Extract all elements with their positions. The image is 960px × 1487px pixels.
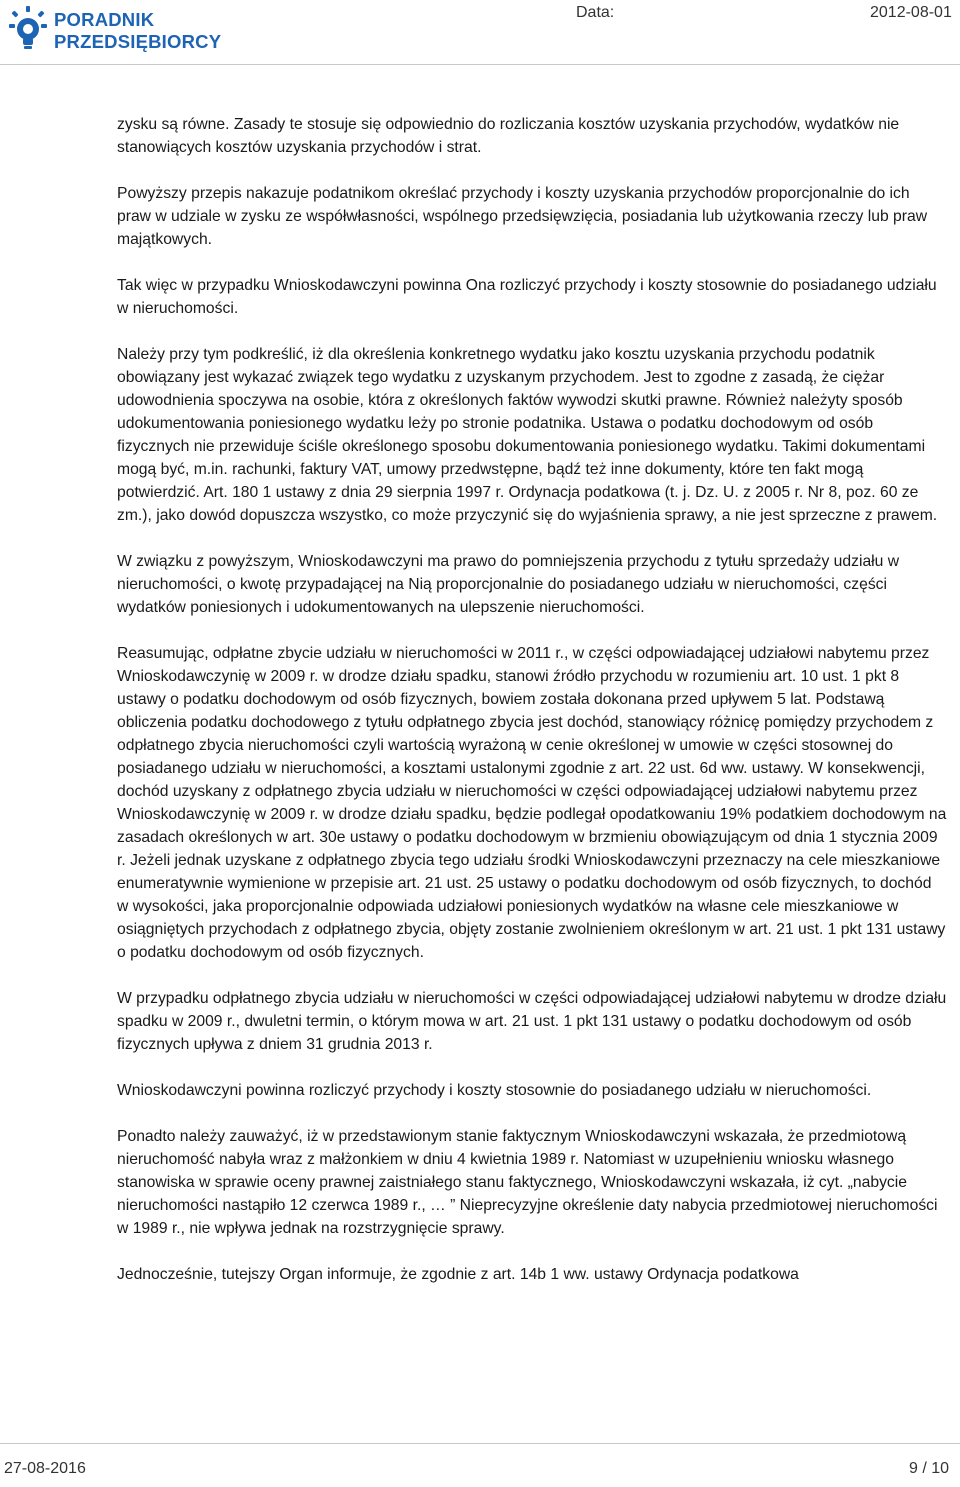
logo-line-1: PORADNIK xyxy=(54,9,155,30)
document-body xyxy=(117,113,947,1309)
paragraph: Reasumując, odpłatne zbycie udziału w nieruchomości w 2011 r., w części odpowiadającej udziałowi nabytemu przez Wnioskodawczynię w 2009 r. w drodze działu spadku, stanowi źródło przychodu w rozumieniu art. 10 ust. 1 pkt 8 ustawy o podatku dochodowym od osób fizycznych, bowiem została dokonana przed upływem 5 lat. Podstawą obliczenia podatku dochodowego z tytułu odpłatnego zbycia jest dochód, stanowiący różnicę pomiędzy przychodem z odpłatnego zbycia nieruchomości czyli wartością wyrażoną w cenie określonej w umowie w części stosownej do posiadanego udziału w nieruchomości, a kosztami ustalonymi zgodnie z art. 22 ust. 6d ww. ustawy. W konsekwencji, dochód uzyskany z odpłatnego zbycia udziału w nieruchomości w części odpowiadającej udziałowi nabytemu przez Wnioskodawczynię w 2009 r. w drodze działu spadku, będzie podlegał opodatkowaniu 19% podatkiem dochodowym na zasadach określonych w art. 30e ustawy o podatku dochodowym w brzmieniu obowiązującym od dnia 1 stycznia 2009 r. Jeżeli jednak uzyskane z odpłatnego zbycia tego udziału środki Wnioskodawczyni przeznaczy na cele mieszkaniowe enumeratywnie wymienione w przepisie art. 21 ust. 25 ustawy o podatku dochodowym od osób fizycznych, to dochód w wysokości, jaka proporcjonalnie odpowiada udziałowi poniesionych wydatków na własne cele mieszkaniowe w osiągniętych przychodach z odpłatnego zbycia, objęty zostanie zwolnieniem określonym w art. 21 ust. 1 pkt 131 ustawy o podatku dochodowym od osób fizycznych. xyxy=(117,645,947,961)
paragraph: Ponadto należy zauważyć, iż w przedstawionym stanie faktycznym Wnioskodawczyni wskazała, że przedmiotową nieruchomość nabyła wraz z małżonkiem w dniu 4 kwietnia 1989 r. Natomiast w uzupełnieniu wniosku własnego stanowiska w sprawie oceny prawnej zaistniałego stanu faktycznego, Wnioskodawczyni wskazała, iż cyt. „nabycie nieruchomości nastąpiło 12 czerwca 1989 r., … ” Nieprecyzyjne określenie daty nabycia przedmiotowej nieruchomości w 1989 r., nie wpływa jednak na rozstrzygnięcie sprawy. xyxy=(117,1128,938,1237)
date-value: 2012-08-01 xyxy=(870,4,952,21)
paragraph: Należy przy tym podkreślić, iż dla określenia konkretnego wydatku jako kosztu uzyskania przychodu podatnik obowiązany jest wykazać związek tego wydatku z uzyskanym przychodem. Jest to zgodne z zasadą, że ciężar udowodnienia spoczywa na osobie, która z określonych faktów wywodzi skutki prawne. Również należyty sposób udokumentowania poniesionego wydatku leży po stronie podatnika. Ustawa o podatku dochodowym od osób fizycznych nie przewiduje ściśle określonego sposobu dokumentowania poniesionego wydatku. Takimi dokumentami mogą być, m.in. rachunki, faktury VAT, umowy przedwstępne, bądź też inne dokumenty, które ten fakt mogą potwierdzić. Art. 180 1 ustawy z dnia 29 sierpnia 1997 r. Ordynacja podatkowa (t. j. Dz. U. z 2005 r. Nr 8, poz. 60 ze zm.), jako dowód dopuszcza wszystko, co może przyczynić się do wyjaśnienia sprawy, a nie jest sprzeczne z prawem. xyxy=(117,346,938,524)
paragraph: W przypadku odpłatnego zbycia udziału w nieruchomości w części odpowiadającej udziałowi nabytemu w drodze działu spadku w 2009 r., dwuletni termin, o którym mowa w art. 21 ust. 1 pkt 131 ustawy o podatku dochodowym od osób fizycznych upływa z dniem 31 grudnia 2013 r. xyxy=(117,990,947,1053)
paragraph: Jednocześnie, tutejszy Organ informuje, że zgodnie z art. 14b 1 ww. ustawy Ordynacja podatkowa xyxy=(117,1266,799,1283)
page-header xyxy=(0,0,960,60)
page-number: 9 / 10 xyxy=(909,1460,950,1477)
logo-line-2: PRZEDSIĘBIORCY xyxy=(54,31,222,52)
date-label: Data: xyxy=(576,4,615,21)
paragraph: Tak więc w przypadku Wnioskodawczyni powinna Ona rozliczyć przychody i koszty stosownie do posiadanego udziału w nieruchomości. xyxy=(117,277,937,317)
logo xyxy=(8,5,238,55)
header-divider xyxy=(0,64,960,65)
lightbulb-icon xyxy=(8,5,48,53)
footer-divider xyxy=(0,1443,960,1444)
paragraph: Wnioskodawczyni powinna rozliczyć przychody i koszty stosownie do posiadanego udziału w nieruchomości. xyxy=(117,1082,872,1099)
paragraph: W związku z powyższym, Wnioskodawczyni ma prawo do pomniejszenia przychodu z tytułu sprzedaży udziału w nieruchomości, o kwotę przypadającej na Nią proporcjonalnie do posiadanego udziału w nieruchomości, części wydatków poniesionych i udokumentowanych na ulepszenie nieruchomości. xyxy=(117,553,900,616)
paragraph: Powyższy przepis nakazuje podatnikom określać przychody i koszty uzyskania przychodów proporcjonalnie do ich praw w udziale w zysku ze współwłasności, wspólnego przedsięwzięcia, posiadania lub użytkowania rzeczy lub praw majątkowych. xyxy=(117,185,928,248)
footer-date: 27-08-2016 xyxy=(4,1460,86,1477)
paragraph: zysku są równe. Zasady te stosuje się odpowiednio do rozliczania kosztów uzyskania przychodów, wydatków nie stanowiących kosztów uzyskania przychodów i strat. xyxy=(117,116,900,156)
